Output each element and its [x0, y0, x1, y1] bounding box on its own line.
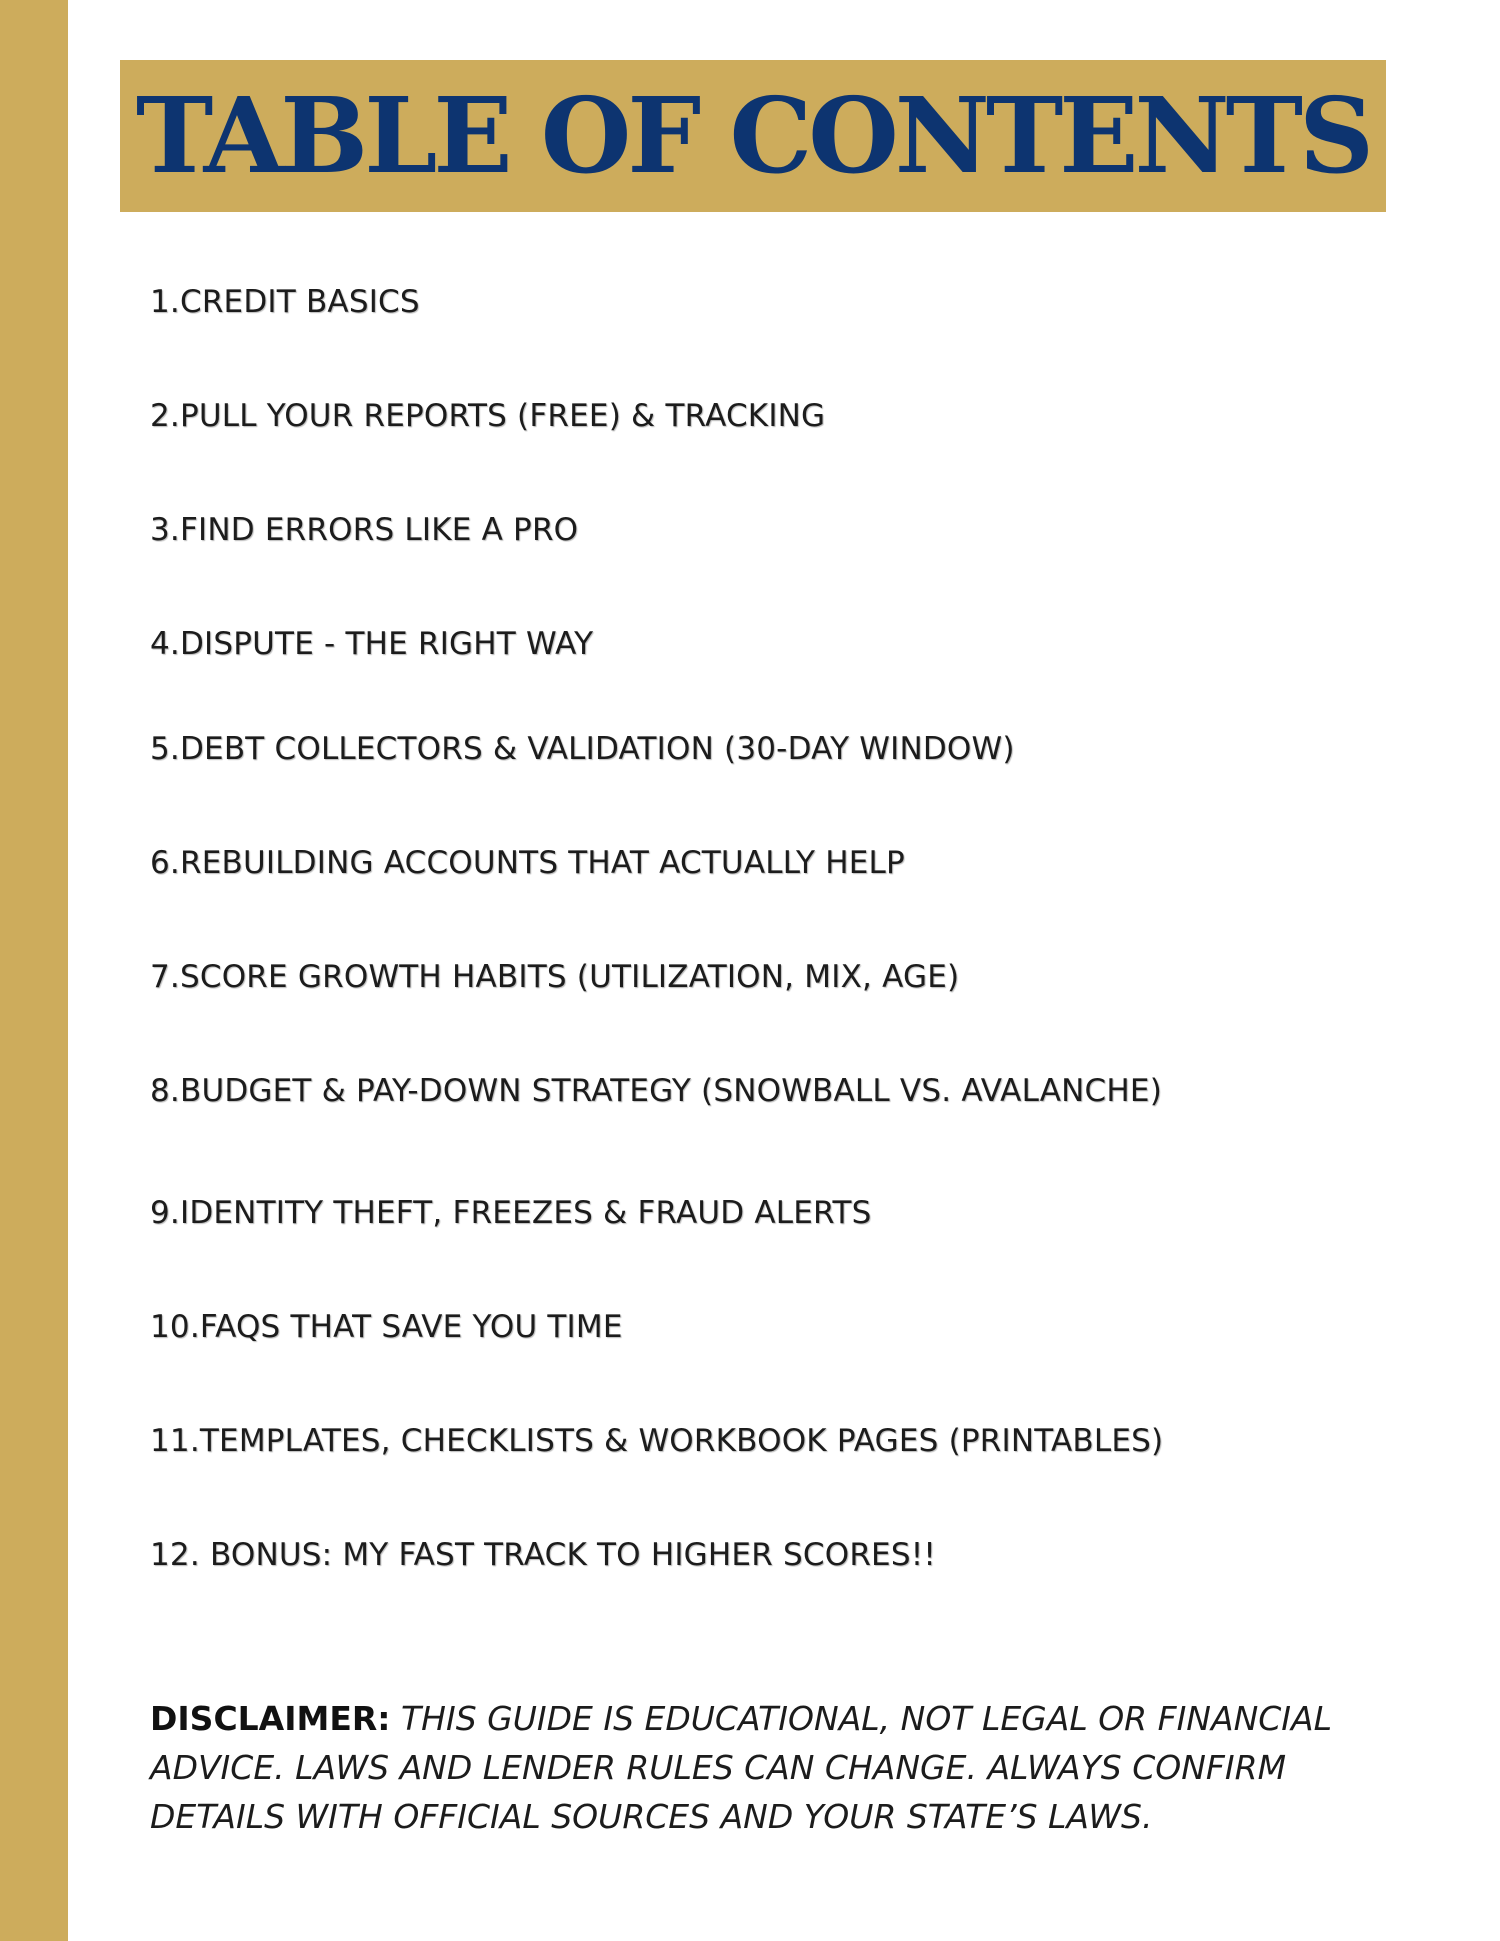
toc-item-8: 8.BUDGET & PAY-DOWN STRATEGY (SNOWBALL VS. AVALANCHE)	[150, 1073, 1162, 1109]
disclaimer	[150, 1694, 1380, 1841]
toc-item-5: 5.DEBT COLLECTORS & VALIDATION (30-DAY WINDOW)	[150, 731, 1015, 767]
disclaimer-text: THIS GUIDE IS EDUCATIONAL, NOT LEGAL OR FINANCIAL ADVICE. LAWS AND LENDER RULES CAN CHANGE. ALWAYS CONFIRM DETAILS WITH OFFICIAL SOURCES AND YOUR STATE’S LAWS.	[150, 1699, 1332, 1836]
left-accent-bar	[0, 0, 68, 1941]
title-banner	[120, 60, 1386, 212]
toc-item-9: 9.IDENTITY THEFT, FREEZES & FRAUD ALERTS	[150, 1195, 872, 1231]
toc-item-11: 11.TEMPLATES, CHECKLISTS & WORKBOOK PAGES (PRINTABLES)	[150, 1423, 1164, 1459]
toc-item-2: 2.PULL YOUR REPORTS (FREE) & TRACKING	[150, 398, 826, 434]
toc-item-7: 7.SCORE GROWTH HABITS (UTILIZATION, MIX, AGE)	[150, 959, 960, 995]
toc-item-1: 1.CREDIT BASICS	[150, 284, 420, 320]
page-title: TABLE OF CONTENTS	[135, 74, 1371, 197]
disclaimer-label: DISCLAIMER:	[150, 1699, 391, 1738]
toc-item-10: 10.FAQS THAT SAVE YOU TIME	[150, 1309, 623, 1345]
toc-item-12: 12. BONUS: MY FAST TRACK TO HIGHER SCORES!!	[150, 1537, 936, 1573]
toc-item-4: 4.DISPUTE - THE RIGHT WAY	[150, 626, 594, 662]
toc-item-6: 6.REBUILDING ACCOUNTS THAT ACTUALLY HELP	[150, 845, 905, 881]
toc-item-3: 3.FIND ERRORS LIKE A PRO	[150, 512, 579, 548]
